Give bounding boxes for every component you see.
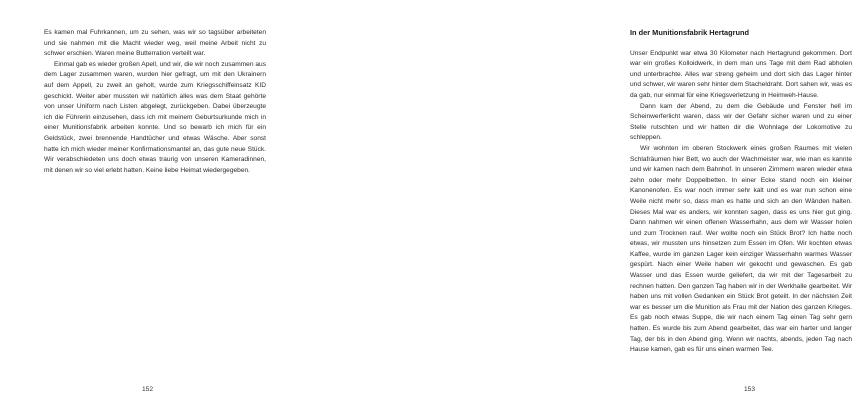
paragraph: Wir wohnten im oberen Stockwerk eines großen Raumes mit vielen Schlafräumen hier Bett, wo auch der Wachmeister war, wie man es kannte und wir kamen nach dem Bahnhof. In unseren Zimmern waren wieder etwa zehn oder mehr Doppelbetten. In einer Ecke stand noch ein kleiner Kanonenofen. Es war noch immer sehr kalt und es war nun schon eine Weile nicht mehr so, dass man es hatte und sich an den Wänden halten. Dieses Mal war es anders, wir konnten sagen, dass es uns hier gut ging. Dann nahmen wir einen offenen Wasserhahn, aus dem wir Wasser holen und zum Trocknen rauf. Wer wollte noch ein Stück Brot? Ich hatte noch etwas, wir mussten uns hinsetzen zum Essen im Ofen. Wir kochten etwas Kaffee, wurde im ganzen Lager kein einziger Wasserhahn warmes Wasser gespürt. Nach einer Weile haben wir gekocht und gewaschen. Es gab Wasser und das Essen wurde geliefert, da wir mit der Tagesarbeit zu rechnen hatten. Den ganzen Tag haben wir in der Werkhalle gearbeitet. Wir haben uns mit vollen Gedanken ein Stück Brot geteilt. In der nächsten Zeit war es besser um die Munition als Frau mit der Nation des ganzen Krieges. Es gab noch etwas Suppe, die wir nach einem Tag einen Tag sehr gern hatten. Es wurde bis zum Abend gearbeitet, das war ein harter und langer Tag, der bis in den Abend ging. Wenn wir nachts, abends, jeden Tag nach Hause kamen, gab es für uns einen warmen Tee.	[630, 144, 852, 354]
page-number: 153	[744, 386, 756, 393]
right-page	[300, 0, 852, 420]
paragraph: Einmal gab es wieder großen Apell, und wir, die wir noch zusammen aus dem Lager zusammen waren, wurden hier gefragt, um mit den Ukrainern auf dem Appell, zu zweit an geholt, wurde zum Kriegsschiffeinsatz KID geschickt. Weiter aber mussten wir natürlich alles was dem Staat gehörte von unser Uniform nach Listen abgelegt, zurückgeben. Dabei überzeugte ich die Führerin einzusehen, dass ich mit meinem Geburtsurkunde mich in einer Munitionsfabrik arbeiten konnte. Und so bewarb ich mich für ein Geldstück, zwei brennende Handtücher und etwas Wäsche. Aber sonst hatte ich mich wieder meiner Konfirmationsmantel an, das gute neue Stück. Wir verabschiedeten uns doch etwas traurig von unseren Kameradinnen, mit denen wir so viel erlebt hatten. Keine liebe Heimat wiedergegeben.	[44, 60, 266, 174]
page-number: 152	[142, 386, 154, 393]
paragraph: Dann kam der Abend, zu dem die Gebäude und Fenster hell im Scheinwerferlicht waren, dass wir der Gefahr sicher waren und zu einer Stelle rutschten und wir hatten dir die Wohnlage der Lokomotive zu schleppen.	[630, 102, 852, 142]
chapter-heading: In der Munitionsfabrik Hertagrund	[630, 28, 750, 37]
left-page	[0, 0, 300, 420]
paragraph: Unser Endpunkt war etwa 30 Kilometer nach Hertagrund gekommen. Dort war ein großes Kolloidwerk, in dem man uns Tage mit dem Rad abholen und unterbrachte. Alles war streng geheim und dort sich das Lager hinter und schwer, wir waren sehr hinter dem Stacheldraht. Dort sahen wir, was es da gab, nur einmal für eine Kriegsverletzung in Heimweh-Hause.	[630, 49, 852, 99]
left-text-column	[44, 28, 266, 176]
right-text-column	[630, 28, 852, 356]
paragraph: Es kamen mal Fuhrkannen, um zu sehen, was wir so tagsüber arbeiteten und sie nahmen mit die Macht wieder weg, weil meine Arbeit nicht zu schwer erschien. Waren meine Butterration verteilt war.	[44, 29, 266, 58]
